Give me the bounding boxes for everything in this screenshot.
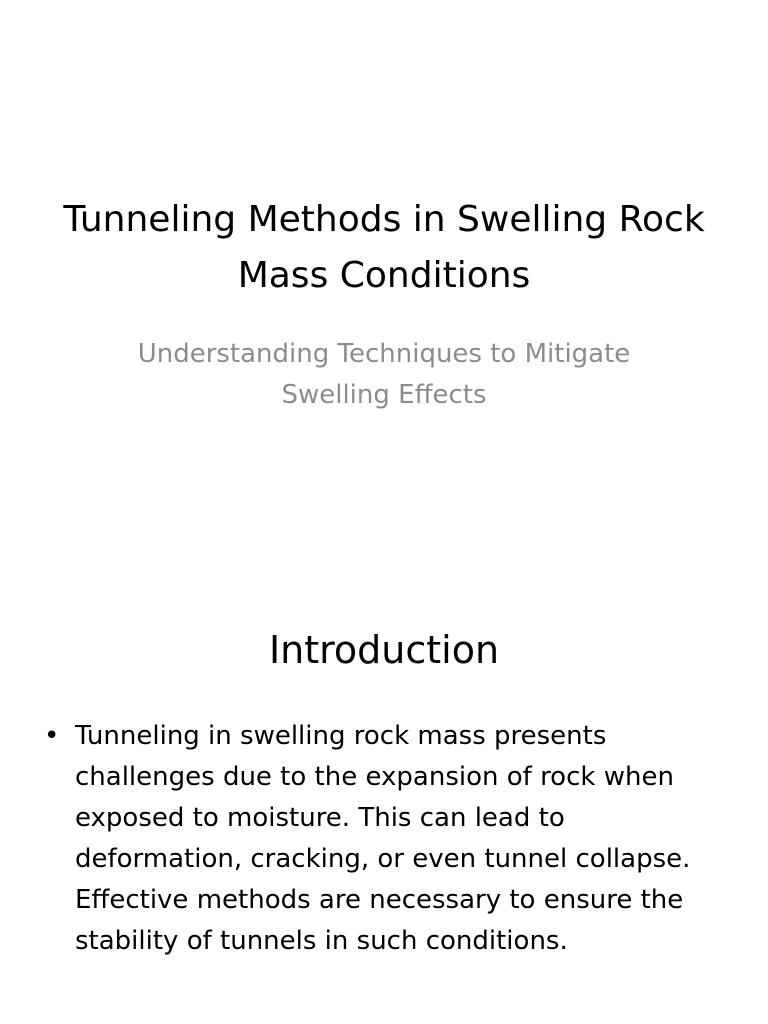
bullet-text: Tunneling in swelling rock mass presents challenges due to the expansion of rock when exposed to moisture. This can lead to deformation, cracking, or even tunnel collapse. Effective methods are necessary to ensure the stability of tunnels in such conditions. — [75, 721, 691, 956]
slide-subtitle: Understanding Techniques to Mitigate Swelling Effects — [137, 339, 631, 410]
section-title: Introduction — [268, 628, 500, 672]
bullet-item — [40, 716, 730, 962]
introduction-slide — [0, 576, 768, 1024]
slide-title: Tunneling Methods in Swelling Rock Mass Conditions — [63, 199, 705, 296]
bullet-icon: • — [44, 721, 60, 751]
bullet-list — [40, 716, 730, 962]
